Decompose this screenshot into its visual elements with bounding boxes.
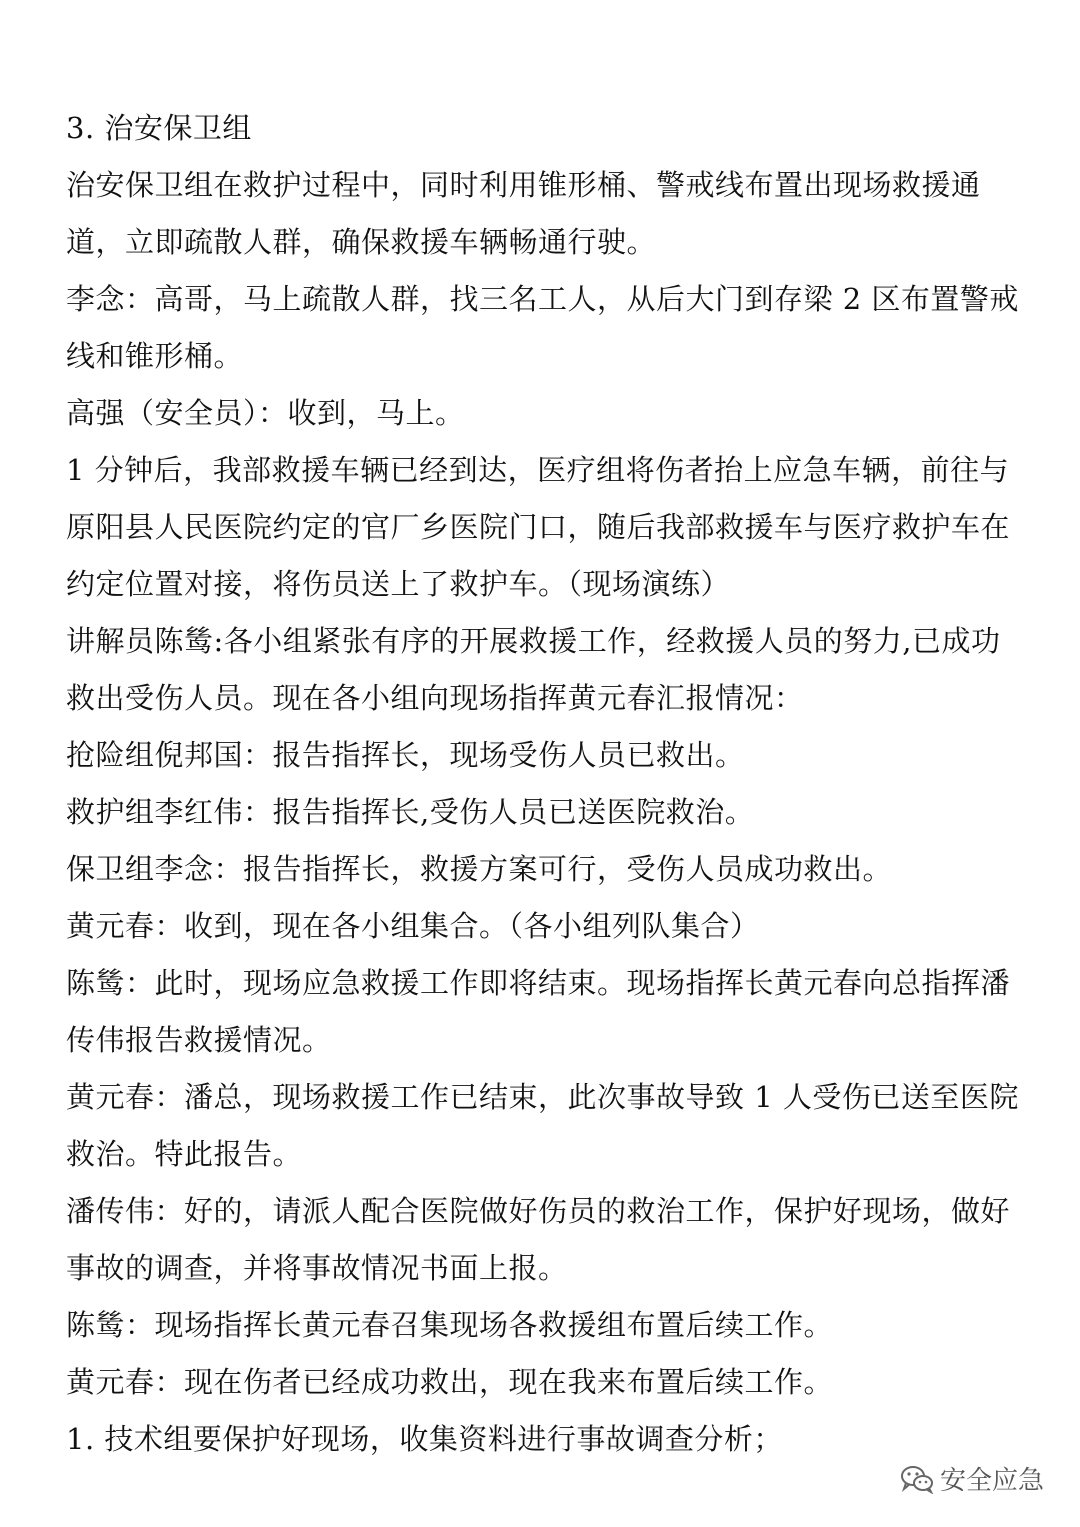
numbered-item: 1. 技术组要保护好现场，收集资料进行事故调查分析； (66, 1422, 783, 1456)
section-heading: 3. 治安保卫组 (66, 111, 252, 145)
paragraph-line: 陈鸶：此时，现场应急救援工作即将结束。现场指挥长黄元春向总指挥潘 (66, 966, 1011, 1000)
paragraph-line: 李念：高哥，马上疏散人群，找三名工人，从后大门到存梁 2 区布置警戒 (66, 282, 1019, 316)
paragraph-line: 救护组李红伟：报告指挥长,受伤人员已送医院救治。 (66, 795, 755, 829)
wechat-icon (900, 1464, 934, 1494)
paragraph-line: 救治。特此报告。 (66, 1137, 303, 1171)
watermark-text: 安全应急 (939, 1466, 1044, 1496)
paragraph-line: 黄元春：现在伤者已经成功救出，现在我来布置后续工作。 (66, 1365, 834, 1399)
paragraph-line: 讲解员陈鸶:各小组紧张有序的开展救援工作，经救援人员的努力,已成功 (66, 624, 1001, 658)
paragraph-line: 约定位置对接，将伤员送上了救护车。（现场演练） (66, 567, 731, 601)
paragraph-line: 治安保卫组在救护过程中，同时利用锥形桶、警戒线布置出现场救援通 (66, 168, 981, 202)
paragraph-line: 线和锥形桶。 (66, 339, 244, 373)
paragraph-line: 救出受伤人员。现在各小组向现场指挥黄元春汇报情况： (66, 681, 804, 715)
paragraph-line: 1 分钟后，我部救援车辆已经到达，医疗组将伤者抬上应急车辆，前往与 (66, 453, 1010, 487)
paragraph-line: 保卫组李念：报告指挥长，救援方案可行，受伤人员成功救出。 (66, 852, 893, 886)
watermark (900, 1460, 1044, 1497)
paragraph-line: 黄元春：潘总，现场救援工作已结束，此次事故导致 1 人受伤已送至医院 (66, 1080, 1019, 1114)
paragraph-line: 潘传伟：好的，请派人配合医院做好伤员的救治工作，保护好现场，做好 (66, 1194, 1011, 1228)
paragraph-line: 事故的调查，并将事故情况书面上报。 (66, 1251, 568, 1285)
paragraph-line: 陈鸶：现场指挥长黄元春召集现场各救援组布置后续工作。 (66, 1308, 834, 1342)
document-body (66, 100, 1019, 1468)
paragraph-line: 原阳县人民医院约定的官厂乡医院门口，随后我部救援车与医疗救护车在 (66, 510, 1011, 544)
paragraph-line: 道，立即疏散人群，确保救援车辆畅通行驶。 (66, 225, 657, 259)
paragraph-line: 传伟报告救援情况。 (66, 1023, 332, 1057)
paragraph-line: 抢险组倪邦国：报告指挥长，现场受伤人员已救出。 (66, 738, 745, 772)
paragraph-line: 黄元春：收到，现在各小组集合。（各小组列队集合） (66, 909, 760, 943)
paragraph-line: 高强（安全员）：收到，马上。 (66, 396, 465, 430)
